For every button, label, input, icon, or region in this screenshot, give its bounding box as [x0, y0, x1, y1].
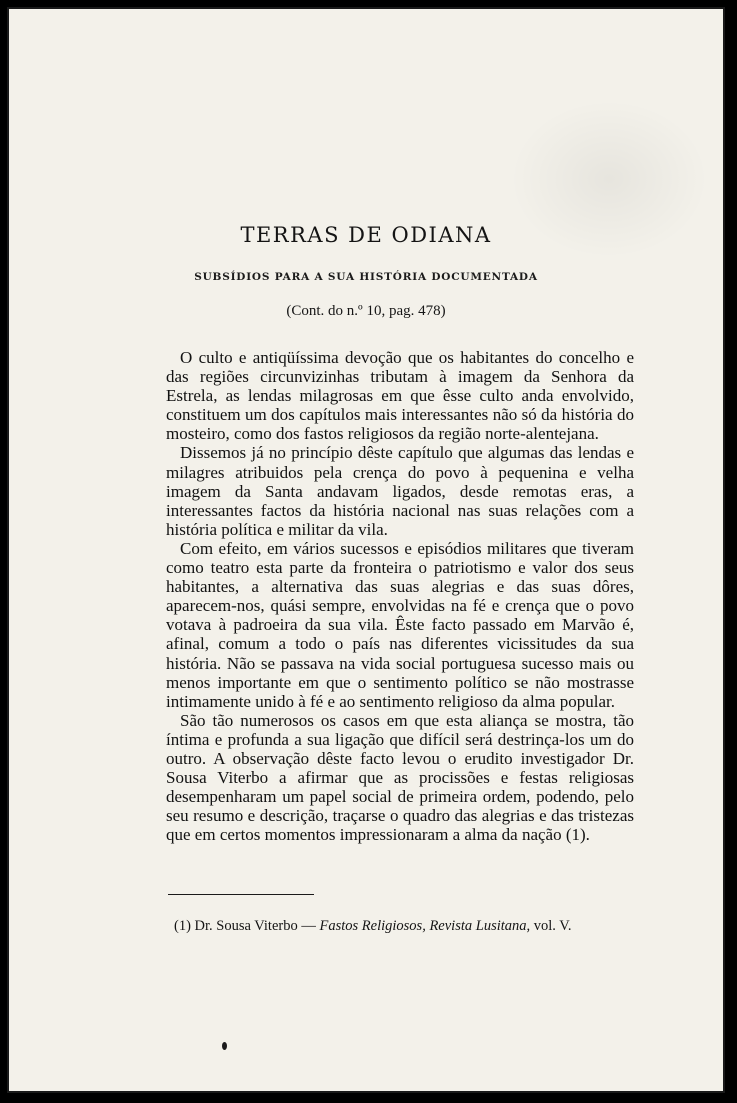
footnote	[174, 918, 634, 935]
paragraph: São tão numerosos os casos em que esta aliança se mostra, tão íntima e profunda a sua ligação que difícil será destrinça-los um do outro. A observação dêste facto levou o erudito investigador Dr. Sousa Viterbo a afirmar que as procissões e festas religiosas desempenharam um papel social de primeira ordem, podendo, pelo seu resumo e descrição, traçarse o quadro das alegrias e das tristezas que em certos momentos impressionaram a alma da nação (1).	[166, 710, 634, 845]
footnote-work: Fastos Religiosos, Revista Lusitana,	[319, 918, 531, 934]
paragraph: Dissemos já no princípio dêste capítulo que algumas das lendas e milagres atribuidos pela crença do povo à pequenina e velha imagem da Santa andavam ligados, desde remotas eras, a interessantes factos da história nacional nas suas relações com a história política e militar da vila.	[166, 443, 634, 539]
continuation-note: (Cont. do n.º 10, pag. 478)	[286, 303, 446, 319]
footnote-author: Dr. Sousa Viterbo —	[194, 918, 316, 934]
paragraph: Com efeito, em vários sucessos e episódios militares que tiveram como teatro esta parte da fronteira o patriotismo e valor dos seus habitantes, a alternativa das suas alegrias e das suas dôres, aparecem-nos, quási sempre, envolvidas na fé e crença que o povo votava à padroeira da sua vila. Êste facto passado em Marvão é, afinal, comum a todo o país nas diferentes vicissitudes da sua história. Não se passava na vida social portuguesa sucesso mais ou menos importante em que o sentimento político se não mostrasse intimamente unido à fé e ao sentimento religioso da alma popular.	[166, 538, 634, 711]
paragraph: O culto e antiqüíssima devoção que os habitantes do concelho e das regiões circunvizinhas tributam à imagem da Senhora da Estrela, as lendas milagrosas em que êsse culto anda envolvido, constituem um dos capítulos mais interessantes não só da história do mosteiro, como dos fastos religiosos da região norte-alentejana.	[166, 348, 634, 444]
footnote-volume: vol. V.	[533, 918, 572, 934]
footnote-marker: (1)	[174, 918, 191, 934]
ink-mark	[222, 1042, 227, 1050]
document-page	[7, 7, 725, 1093]
body-text	[166, 348, 634, 844]
article-title: TERRAS DE ODIANA	[240, 223, 492, 247]
footnote-divider	[168, 894, 314, 895]
article-subtitle: SUBSÍDIOS PARA A SUA HISTÓRIA DOCUMENTADA	[194, 271, 538, 283]
